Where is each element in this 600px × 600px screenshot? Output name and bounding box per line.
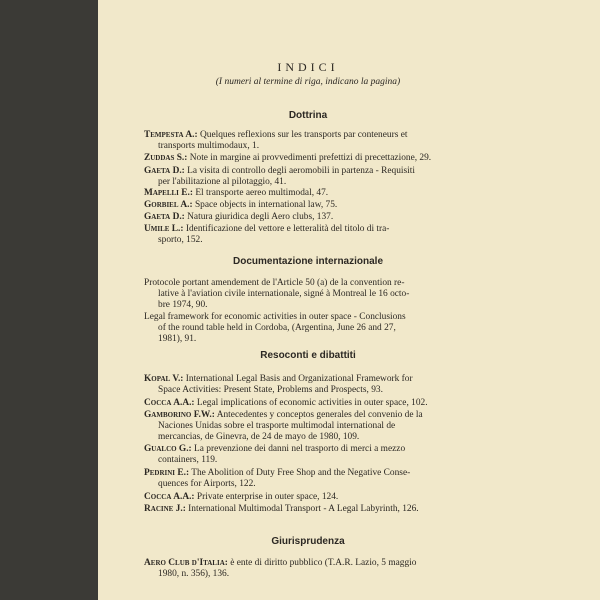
entry-author: Tempesta A.:	[144, 130, 198, 140]
index-entry	[144, 558, 500, 580]
index-entry	[144, 374, 500, 396]
entry-author: Gaeta D.:	[144, 212, 185, 222]
entry-text: Natura giuridica degli Aero clubs, 137.	[187, 212, 334, 222]
section-heading-giurisprudenza: Giurisprudenza	[271, 536, 345, 547]
entry-text-continued: quences for Airports, 122.	[158, 479, 256, 489]
entry-author: Zuddas S.:	[144, 153, 188, 163]
entry-text-continued: Space Activities: Present State, Problems and Prospects, 93.	[158, 385, 383, 395]
index-entry	[144, 200, 500, 211]
index-entry	[144, 504, 500, 515]
entry-text: International Legal Basis and Organizational Framework for	[185, 374, 413, 384]
entry-text: Protocole portant amendement de l'Article 50 (a) de la convention re-	[144, 278, 405, 288]
entry-author: Gualco G.:	[144, 444, 192, 454]
entry-text-continued: 1980, n. 356), 136.	[158, 569, 230, 579]
entry-author: Mapelli E.:	[144, 188, 193, 198]
entry-author: Racine J.:	[144, 504, 186, 514]
index-entry	[144, 153, 500, 164]
entry-text-continued: per l'abilitazione al pilotaggio, 41.	[158, 177, 287, 187]
entry-text-continued: sporto, 152.	[158, 235, 203, 245]
entry-text: Legal framework for economic activities in outer space - Conclusions	[144, 312, 406, 322]
book-page	[98, 0, 600, 600]
page-title: INDICI	[277, 60, 339, 74]
entry-text-continued: Naciones Unidas sobre el trasporte multimodal international de	[158, 421, 396, 431]
entry-text-continued: of the round table held in Cordoba, (Argentina, June 26 and 27,	[158, 323, 396, 333]
entry-text: The Abolition of Duty Free Shop and the Negative Conse-	[191, 468, 411, 478]
entry-text: Antecedentes y conceptos generales del convenio de la	[216, 410, 423, 420]
entry-text: Quelques reflexions sur les transports par conteneurs et	[199, 130, 408, 140]
page-subtitle: (I numeri al termine di riga, indicano la pagina)	[215, 77, 401, 87]
entry-text: La prevenzione dei danni nel trasporto di merci a mezzo	[194, 444, 406, 454]
entry-text-continued: mercancias, de Ginevra, de 24 de mayo de 1980, 109.	[158, 432, 360, 442]
entry-text: El transporte aereo multimodal, 47.	[195, 188, 329, 198]
entry-text: Private enterprise in outer space, 124.	[196, 492, 339, 502]
entry-text: Note in margine ai provvedimenti prefettizi di precettazione, 29.	[189, 153, 432, 163]
index-entry	[144, 224, 500, 246]
entry-author: Cocca A.A.:	[144, 398, 195, 408]
index-entry	[144, 444, 500, 466]
entry-text-continued: 1981), 91.	[158, 334, 197, 344]
entry-author: Aero Club d'Italia:	[144, 558, 228, 568]
section-heading-documentazione: Documentazione internazionale	[232, 256, 384, 267]
index-entry	[144, 212, 500, 223]
entry-author: Pedrini E.:	[144, 468, 190, 478]
entry-text: Identificazione del vettore e letteralità del titolo di tra-	[185, 224, 390, 234]
entry-author: Gamborino F.W.:	[144, 410, 215, 420]
index-entry	[144, 130, 500, 152]
entry-text-continued: bre 1974, 90.	[158, 300, 208, 310]
entry-author: Gorbiel A.:	[144, 200, 193, 210]
entry-text-continued: containers, 119.	[158, 455, 218, 465]
entry-text: Legal implications of economic activities in outer space, 102.	[196, 398, 428, 408]
entry-text: International Multimodal Transport - A Legal Labyrinth, 126.	[188, 504, 419, 514]
entry-author: Umile L.:	[144, 224, 184, 234]
index-entry	[144, 398, 500, 409]
entry-author: Kopal V.:	[144, 374, 184, 384]
index-entry	[144, 468, 500, 490]
entry-text-continued: lative à l'aviation civile internationale, signé à Montreal le 16 octo-	[158, 289, 410, 299]
entry-text: La visita di controllo degli aeromobili in partenza - Requisiti	[187, 166, 415, 176]
entry-author: Gaeta D.:	[144, 166, 185, 176]
entry-text: è ente di diritto pubblico (T.A.R. Lazio, 5 maggio	[230, 558, 417, 568]
section-heading-dottrina: Dottrina	[288, 110, 328, 121]
index-entry	[144, 312, 500, 345]
index-entry	[144, 188, 500, 199]
index-entry	[144, 492, 500, 503]
index-entry	[144, 410, 500, 443]
section-heading-resoconti: Resoconti e dibattiti	[260, 350, 356, 361]
entry-text: Space objects in international law, 75.	[194, 200, 338, 210]
index-entry	[144, 166, 500, 188]
entry-text-continued: transports multimodaux, 1.	[158, 141, 260, 151]
index-entry	[144, 278, 500, 311]
entry-author: Cocca A.A.:	[144, 492, 195, 502]
